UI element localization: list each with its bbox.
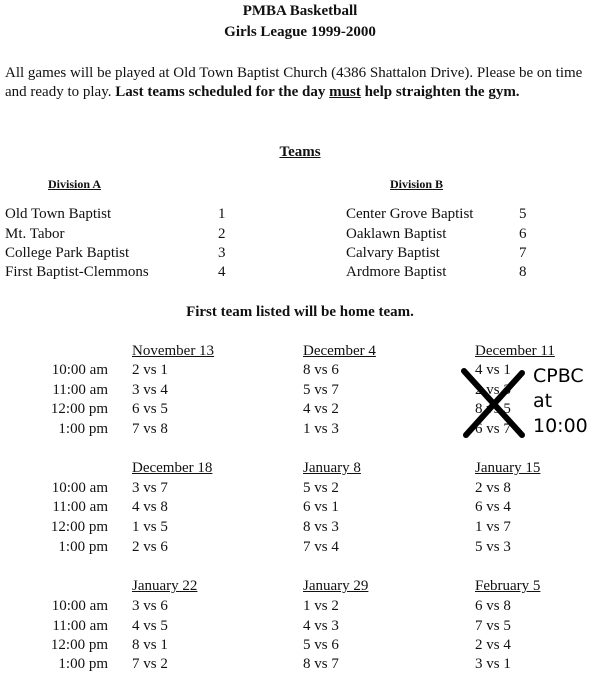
game-time: 10:00 am	[51, 598, 108, 614]
game-matchup: 6 vs 7	[475, 421, 511, 437]
team-number: 6	[519, 226, 527, 242]
team-number: 3	[218, 245, 226, 261]
intro-plain: All games will be played at Old Town Baptist Church (4386 Shattalon Drive). Please be on time and ready to play.	[5, 65, 583, 100]
game-time: 10:00 am	[51, 362, 108, 378]
team-name: Ardmore Baptist	[346, 264, 447, 280]
title-line-1: PMBA Basketball	[242, 3, 358, 19]
game-matchup: 4 vs 8	[132, 499, 168, 515]
intro-bold-underlined: must	[329, 84, 361, 100]
game-time: 12:00 pm	[50, 401, 108, 417]
schedule-date: December 18	[132, 460, 213, 476]
game-matchup: 7 vs 2	[132, 656, 168, 672]
schedule-date: January 8	[303, 460, 361, 476]
schedule-date: December 11	[475, 343, 555, 359]
game-matchup: 6 vs 1	[303, 499, 339, 515]
schedule-date: February 5	[475, 578, 541, 594]
game-matchup: 1 vs 5	[132, 519, 168, 535]
teams-heading: Teams	[279, 144, 321, 160]
schedule-date: December 4	[303, 343, 376, 359]
game-matchup: 3 vs 1	[475, 656, 511, 672]
team-name: Mt. Tabor	[5, 226, 65, 242]
annotation-line-1: CPBC	[533, 365, 584, 387]
game-matchup: 8 vs 3	[303, 519, 339, 535]
team-name: First Baptist-Clemmons	[5, 264, 149, 280]
game-matchup: 3 vs 4	[132, 382, 168, 398]
schedule-date: November 13	[132, 343, 215, 359]
game-matchup: 2 vs 8	[475, 480, 511, 496]
game-matchup: 5 vs 6	[303, 637, 339, 653]
game-time: 10:00 am	[51, 480, 108, 496]
game-matchup: 6 vs 4	[475, 499, 511, 515]
game-matchup: 8 vs 7	[303, 656, 339, 672]
team-number: 5	[519, 206, 527, 222]
game-time: 11:00 am	[52, 618, 108, 634]
team-name: Center Grove Baptist	[346, 206, 474, 222]
game-matchup: 7 vs 4	[303, 539, 339, 555]
game-matchup: 1 vs 2	[303, 598, 339, 614]
game-matchup: 3 vs 7	[132, 480, 168, 496]
game-time: 12:00 pm	[50, 637, 108, 653]
game-matchup: 4 vs 5	[132, 618, 168, 634]
game-matchup: 8 vs 5	[475, 401, 511, 417]
game-matchup: 8 vs 1	[132, 637, 168, 653]
game-matchup: 3 vs 6	[132, 598, 168, 614]
game-time: 11:00 am	[52, 499, 108, 515]
game-matchup: 2 vs 3	[475, 382, 511, 398]
schedule-date: January 22	[132, 578, 198, 594]
schedule-date: January 29	[303, 578, 369, 594]
game-time: 11:00 am	[52, 382, 108, 398]
game-matchup: 8 vs 6	[303, 362, 339, 378]
division-b-heading: Division B	[390, 177, 444, 191]
team-number: 7	[519, 245, 527, 261]
team-number: 8	[519, 264, 527, 280]
intro-paragraph	[5, 64, 595, 102]
game-matchup: 4 vs 3	[303, 618, 339, 634]
team-name: Calvary Baptist	[346, 245, 440, 261]
home-team-note: First team listed will be home team.	[186, 304, 414, 320]
game-time: 12:00 pm	[50, 519, 108, 535]
game-time: 1:00 pm	[58, 656, 108, 672]
team-name: Old Town Baptist	[5, 206, 112, 222]
team-number: 2	[218, 226, 226, 242]
game-matchup: 6 vs 8	[475, 598, 511, 614]
division-a-heading: Division A	[48, 177, 102, 191]
game-matchup: 4 vs 2	[303, 401, 339, 417]
game-matchup: 5 vs 7	[303, 382, 339, 398]
team-name: Oaklawn Baptist	[346, 226, 447, 242]
intro-bold-after: help straighten the gym.	[360, 84, 520, 100]
game-matchup: 7 vs 8	[132, 421, 168, 437]
game-matchup: 1 vs 7	[475, 519, 511, 535]
game-matchup: 5 vs 3	[475, 539, 511, 555]
game-matchup: 6 vs 5	[132, 401, 168, 417]
game-matchup: 5 vs 2	[303, 480, 339, 496]
team-number: 1	[218, 206, 226, 222]
game-matchup: 2 vs 6	[132, 539, 168, 555]
annotation-line-3: 10:00	[533, 415, 588, 437]
team-name: College Park Baptist	[5, 245, 130, 261]
intro-bold-before: Last teams scheduled for the day	[115, 84, 330, 100]
annotation-line-2: at	[533, 390, 553, 412]
game-matchup: 1 vs 3	[303, 421, 339, 437]
game-matchup: 7 vs 5	[475, 618, 511, 634]
x-mark-icon	[458, 365, 528, 441]
game-matchup: 4 vs 1	[475, 362, 511, 378]
schedule-date: January 15	[475, 460, 541, 476]
game-time: 1:00 pm	[58, 539, 108, 555]
game-time: 1:00 pm	[58, 421, 108, 437]
game-matchup: 2 vs 4	[475, 637, 511, 653]
team-number: 4	[218, 264, 226, 280]
game-matchup: 2 vs 1	[132, 362, 168, 378]
title-line-2: Girls League 1999-2000	[224, 24, 376, 40]
